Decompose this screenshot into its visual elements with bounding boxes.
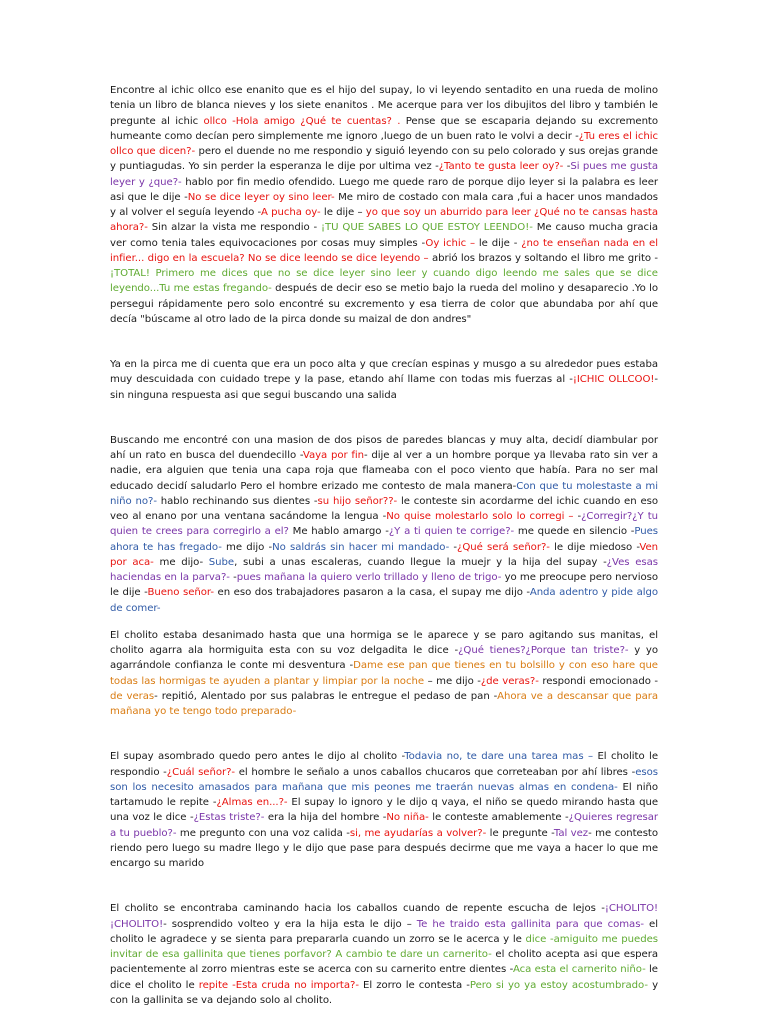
narration-text: El supay lo ignoro y le dijo q vaya, el niño se quedo mirando hasta que una voz le dice - [110, 797, 659, 824]
story-paragraph [110, 901, 658, 1008]
dialogue-text: Anda adentro y pide algo de comer- [110, 587, 659, 614]
dialogue-text: Sube [208, 556, 235, 568]
paragraph-spacer [110, 871, 658, 901]
narration-text: le conteste sin acordarme del ichic cuando en eso veo al enano por una ventana sacándome la lengua - [110, 495, 659, 522]
dialogue-text: repite -Esta cruda no importa?- [198, 979, 359, 991]
dialogue-text: No quise molestarlo solo lo corregi – [386, 511, 574, 522]
dialogue-text: ¿Corregir?¿Y tu quien te crees para corregirlo a el? [110, 511, 658, 538]
narration-text: le pregunte - [486, 827, 554, 839]
narration-text: el cholito acepta asi que espera pacientemente al zorro mientras este se acerca con su carnerito entre dientes - [110, 949, 658, 976]
dialogue-text: No saldrás sin hacer mi mandado- [272, 541, 450, 553]
dialogue-text: ¡TOTAL! Primero me dices que no se dice leyer sino leer y cuando digo leendo me sales que se dice leyendo...Tu me estas fregando- [110, 268, 658, 295]
story-paragraph [110, 83, 658, 327]
narration-text: el cholito le agradece y se sienta para prepararla cuando un zorro se le acerca y le [110, 918, 658, 945]
dialogue-text: Ven por aca- [110, 541, 659, 568]
narration-text: Me hablo amargo - [288, 526, 389, 538]
dialogue-text: ¿Cuál señor?- [166, 766, 236, 778]
narration-text: El supay asombrado quedo pero antes le dijo al cholito - [110, 751, 405, 763]
narration-text: - repitió, Alentado por sus palabras le entregue el pedaso de pan - [154, 690, 498, 702]
narration-text: el hombre le señalo a unos caballos chucaros que correteaban por ahí libres - [235, 766, 636, 778]
paragraph-spacer [110, 719, 658, 749]
dialogue-text: si, me ayudarías a volver?- [349, 827, 487, 839]
dialogue-text: No niña- [386, 812, 429, 824]
dialogue-text: Dame ese pan que tienes en tu bolsillo y con eso hare que todas las hormigas te ayuden a plantar y limpiar por la noche [110, 660, 658, 687]
dialogue-text: Pero si yo ya estoy acostumbrado- [469, 979, 648, 991]
narration-text: - dije al ver a un hombre porque ya llevaba rato sin ver a nadie, era alguien que tenia una capa roja que flameaba con el poco viento que había. Para no ser mal educado decidí saludarlo Pero el hombre erizado me contesto de mala manera- [110, 450, 658, 492]
narration-text: y con la gallinita se va dejando solo al cholito. [110, 979, 659, 1006]
dialogue-text: A pucha oy- [260, 207, 321, 218]
narration-text: me dijo - [221, 541, 273, 553]
narration-text: después de decir eso se metio bajo la rueda del molino y desaparecio .Yo lo persegui rápidamente pero solo encontré su excremento y esa tierra de color que abundaba por ahí que decía "búscame al otro lado de la pirca donde su maizal de don andres" [110, 283, 658, 325]
narration-text: - [449, 541, 458, 553]
story-paragraph [110, 749, 658, 871]
dialogue-text: ¿Y a ti quien te corrige?- [388, 526, 515, 538]
narration-text: - sosprendido volteo y era la hija esta le dijo – [163, 918, 417, 930]
paragraph-spacer [110, 403, 658, 433]
dialogue-text: Oy ichic – [425, 237, 476, 249]
dialogue-text: Pues ahora te has fregado- [110, 526, 659, 553]
narration-text: Buscando me encontré con una masion de dos pisos de paredes blancas y muy alta, decidí diambular por ahí un rato en busca del duendecillo - [110, 434, 658, 461]
narration-text: le dije - [475, 237, 522, 249]
dialogue-text: ¿Estas triste?- [193, 812, 265, 824]
narration-text: y yo agarrándole confianza le conte mi desventura - [110, 645, 658, 672]
dialogue-text: ¡ICHIC OLLCOO! [572, 374, 655, 386]
narration-text: Pense que se escaparia dejando su excremento humeante como decían pero simplemente me ignoro ,luego de un buen rato le volvi a decir - [110, 115, 658, 142]
document-body [110, 83, 658, 1008]
narration-text: Ya en la pirca me di cuenta que era un poco alta y que crecían espinas y musgo a su alrededor pues estaba muy descuidada con cuidado trepe y la pase, etando ahí llame con todas mis fuerzas al - [110, 359, 658, 386]
narration-text: hablo rechinando sus dientes - [156, 495, 318, 507]
narration-text: le dije – [320, 207, 366, 218]
narration-text: Encontre al ichic ollco ese enanito que es el hijo del supay, lo vi leyendo sentadito en una rueda de molino tenia un libro de blanca nieves y los siete enanitos . Me acerque para ver los dibujitos del libro y también le pregunte al ichic [110, 85, 658, 127]
dialogue-text: Tal vez [553, 827, 589, 839]
dialogue-text: de veras [110, 690, 155, 702]
dialogue-text: ¿Quieres regresar a tu pueblo?- [110, 812, 659, 839]
dialogue-text: Todavia no, te dare una tarea mas – [404, 751, 593, 763]
narration-text: me dijo- [153, 556, 209, 568]
narration-text: le dice el cholito le [110, 964, 658, 991]
narration-text: - sin ninguna respuesta asi que segui buscando una salida [110, 374, 659, 401]
narration-text: me quede en silencio - [514, 526, 635, 538]
narration-text: El cholito se encontraba caminando hacia los caballos cuando de repente escucha de lejos - [110, 903, 605, 915]
dialogue-text: Bueno señor- [147, 587, 214, 599]
dialogue-text: ¡TU QUE SABES LO QUE ESTOY LEENDO!- [321, 222, 533, 234]
dialogue-text: Vaya por fin [302, 450, 364, 461]
dialogue-text: ¿Almas en...?- [216, 797, 288, 808]
narration-text: en eso dos trabajadores pasaron a la casa, el supay me dijo - [213, 587, 530, 599]
dialogue-text: su hijo señor??- [317, 495, 398, 507]
dialogue-text: ¿de veras?- [480, 675, 539, 687]
dialogue-text: ¿Qué tienes?¿Porque tan triste?- [458, 645, 629, 656]
narration-text: me pregunto con una voz calida - [176, 827, 350, 839]
dialogue-text: ¿Tanto te gusta leer oy?- [438, 161, 564, 173]
narration-text: El cholito le respondio - [110, 751, 658, 778]
dialogue-text: ¿Tu eres el ichic ollco que dicen?- [110, 130, 658, 157]
narration-text: , subi a unas escaleras, cuando llegue la muejr y la hija del supay - [234, 556, 607, 568]
narration-text: El cholito estaba desanimado hasta que una hormiga se le aparece y se paro agitando sus manitas, el cholito agarra ala hormiguita esta con su voz delgadita le dice - [110, 629, 658, 656]
dialogue-text: Te he traido esta gallinita para que comas- [416, 918, 645, 930]
dialogue-text: yo que soy un aburrido para leer ¿Qué no te cansas hasta ahora?- [110, 207, 658, 234]
dialogue-text: Con que tu molestaste a mi niño no?- [110, 480, 658, 507]
narration-text: le conteste amablemente - [428, 812, 569, 824]
dialogue-text: ¡CHOLITO! ¡CHOLITO! [110, 903, 658, 930]
dialogue-text: No se dice leyer oy sino leer- [187, 191, 335, 203]
narration-text: - me contesto riendo pero luego su madre llego y le dijo que pase para después decirme que me vaya a hacer lo que me encargo su marido [110, 827, 658, 869]
narration-text: pero el duende no me respondio y siguió leyendo con su pelo colorado y sus orejas grande y puntiagudas. Yo sin perder la esperanza le dije por ultima vez - [110, 146, 658, 173]
narration-text: – me dijo - [424, 675, 481, 687]
dialogue-text: ¿Ves esas haciendas en la parva?- [110, 556, 658, 583]
narration-text: yo me preocupe pero nervioso le dije - [110, 572, 659, 599]
narration-text: - [563, 161, 571, 173]
paragraph-spacer [110, 327, 658, 357]
narration-text: El zorro le contesta - [358, 979, 470, 991]
dialogue-text: esos son los necesito amasados para mañana que mis peones me traerán nuevas almas en condena- [110, 766, 658, 793]
narration-text: hablo por fin medio ofendido. Luego me quede raro de porque dijo leyer si la palabra es leer asi que le dije - [110, 176, 658, 203]
story-paragraph [110, 433, 658, 616]
dialogue-text: ollco -Hola amigo ¿Qué te cuentas? . [203, 115, 401, 127]
story-paragraph [110, 357, 658, 403]
story-paragraph [110, 628, 658, 720]
dialogue-text: dice -amiguito me puedes invitar de esa gallinita que tienes porfavor? A cambio te dare un carnerito- [110, 933, 658, 960]
narration-text: - [229, 572, 237, 583]
narration-text: El niño tartamudo le repite - [110, 781, 658, 808]
dialogue-text: ¿Qué será señor?- [457, 541, 550, 553]
narration-text: Me causo mucha gracia ver como tenia tales equivocaciones por cosas muy simples - [110, 222, 658, 249]
dialogue-text: ¿no te enseñan nada en el infier... digo en la escuela? No se dice leendo se dice leyendo – [110, 237, 658, 264]
narration-text: - [573, 511, 582, 522]
narration-text: Me miro de costado con mala cara ,fui a hacer unos mandados y al volver el seguía leyendo - [110, 191, 659, 218]
narration-text: abrió los brazos y soltando el libro me grito - [428, 252, 658, 264]
narration-text: respondi emocionado - [538, 675, 658, 687]
dialogue-text: Aca esta el carnerito niño- [512, 964, 646, 976]
dialogue-text: Ahora ve a descansar que para mañana yo te tengo todo preparado- [110, 690, 659, 717]
narration-text: le dije miedoso - [549, 541, 640, 553]
dialogue-text: pues mañana la quiero verlo trillado y lleno de trigo- [236, 572, 502, 583]
narration-text: era la hija del hombre - [264, 812, 387, 824]
paragraph-spacer [110, 616, 658, 628]
narration-text: Sin alzar la vista me respondio - [147, 222, 322, 234]
dialogue-text: Si pues me gusta leyer y ¿que?- [110, 161, 658, 188]
